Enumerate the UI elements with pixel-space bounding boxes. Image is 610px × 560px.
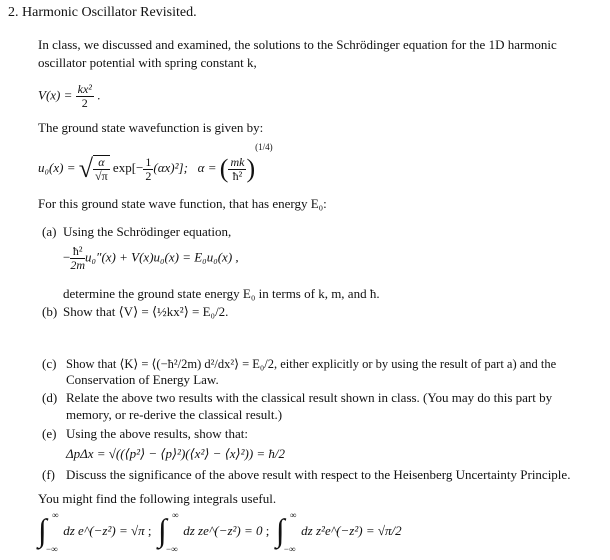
part-c-text-1: Show that ⟨K⟩ = ⟨(−ħ²/2m) d²/dx²⟩ = E₀/2, either explicitly or by using the result of part a) and the [66,357,557,371]
integral-2: dz ze^(−z²) = 0 [183,522,263,538]
schrodinger-equation: − $\frac{\text{ħ²}}{2m}u_0''(x) + V(x)u_0(x) = E_0u_0(x)$ , [63,244,239,272]
part-b-text: Show that ⟨V⟩ = ⟨½kx²⟩ = E₀/2. [63,304,229,319]
potential-lhs: V(x) = [38,87,73,103]
exp-tail: (αx)²]; [153,160,188,175]
part-e-text: Using the above results, show that: [66,426,248,441]
eq-rest: u₀″(x) + V(x)u₀(x) = E₀u₀(x) , [85,249,239,265]
part-e-label: (e) [42,426,57,441]
half-num: 1 [145,154,152,169]
uncertainty-equation: ΔpΔx = √((⟨p²⟩ − ⟨p⟩²)(⟨x²⟩ − ⟨x⟩²)) = ħ/2 [66,446,286,461]
upper-limit: ∞ [289,510,297,520]
upper-limit: ∞ [172,510,179,520]
lower-limit: −∞ [283,544,296,554]
alpha-lhs: α = [197,160,217,175]
part-f-text: Discuss the significance of the above result with respect to the Heisenberg Uncertainty Principle. [66,467,571,482]
energy-text: For this ground state wave function, that has energy E₀: [38,196,327,211]
integrals-row: ∫ ∞ −∞ dz e^(−z²) = √π ; ∫ ∞ −∞ dz ze^(−z²) = 0 ; ∫ ∞ −∞ dz z²e^(−z²) = √π/2 [38,510,402,554]
sqrt-num: α [98,155,105,170]
wavefunction-lhs: u₀(x) = [38,160,76,175]
upper-limit: ∞ [52,510,59,520]
integral-3: dz z²e^(−z²) = √π/2 [301,522,402,538]
half-den: 2 [145,168,152,183]
part-d-text-1: Relate the above two results with the classical result shown in class. (You may do this part by [66,390,553,405]
part-f-label: (f) [42,467,55,482]
eq-den: 2m [70,258,86,272]
potential-equation [38,83,100,110]
ground-state-text: The ground state wavefunction is given by: [38,120,264,135]
sqrt-den: √π [95,169,108,184]
intro-line-2: oscillator potential with spring constant k, [38,55,257,70]
potential-num: kx² [77,82,92,96]
part-c-text-2: Conservation of Energy Law. [66,372,219,387]
potential-den: 2 [81,96,88,110]
lower-limit: −∞ [166,544,178,554]
part-a-follow: determine the ground state energy E₀ in terms of k, m, and ħ. [63,286,380,301]
part-a-label: (a) [42,224,57,239]
integrals-text: You might find the following integrals useful. [38,491,277,506]
exp-text: exp[− [112,160,144,175]
part-a-text: Using the Schrödinger equation, [63,224,232,239]
potential-tail: . [97,87,101,103]
paren-den: ħ² [232,168,243,183]
integral-1: dz e^(−z²) = √π [63,522,145,538]
problem-title: 2. Harmonic Oscillator Revisited. [8,5,197,20]
intro-line-1: In class, we discussed and examined, the solutions to the Schrödinger equation for the 1D harmonic [38,37,557,52]
part-d-text-2: memory, or re-derive the classical result.) [66,407,283,422]
lower-limit: −∞ [46,544,58,554]
wavefunction-equation: u₀(x) = √ $\frac{\alpha}{√\pi}$ exp[− $\frac{1}{2}$ (αx)²]; α = ( $\frac{mk}{\text{ħ²}}$ )$^{(1/4)}$ [38,142,273,184]
part-d-label: (d) [42,390,58,405]
power: (1/4) [255,142,273,152]
paren-num: mk [230,154,245,169]
part-c-label: (c) [42,356,57,371]
part-b-label: (b) [42,304,58,319]
eq-num: ħ² [70,245,85,259]
